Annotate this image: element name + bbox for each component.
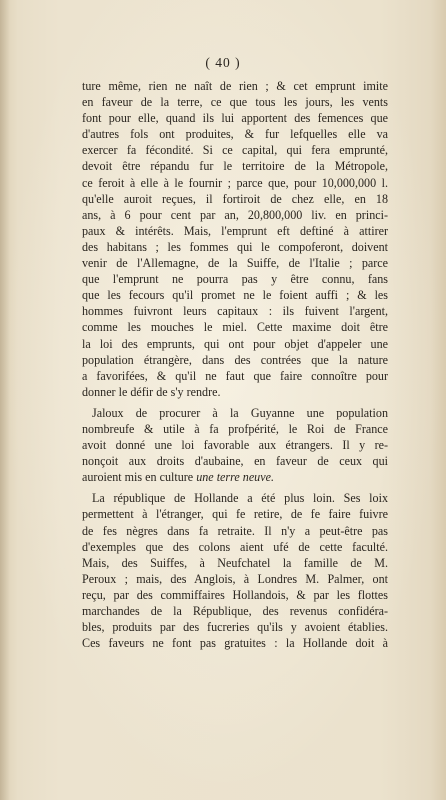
text-line: la loi des emprunts, qui ont pour objet d'appeler une bbox=[82, 336, 388, 351]
text-line: des habitans ; les fommes qui le compoferont, doivent bbox=[82, 239, 388, 254]
text-line: ture même, rien ne naît de rien ; & cet emprunt imite bbox=[82, 79, 388, 93]
text-line: avoit donné une loi favorable aux étrangers. Il y re- bbox=[82, 438, 388, 453]
text-line: Ces faveurs ne font pas gratuites : la Hollande doit à bbox=[82, 636, 388, 651]
text-line: reçu, par des commiffaires Hollandois, & par les flottes bbox=[82, 587, 388, 602]
text-line: hommes fuivront leurs capitaux : ils fuivent l'argent, bbox=[82, 304, 388, 319]
text-line: d'exemples que des colons aient ufé de cette faculté. bbox=[82, 539, 388, 554]
paragraph-1 bbox=[82, 78, 388, 400]
text-line: La république de Hollande a été plus loin. Ses loix bbox=[92, 491, 388, 506]
text-line: nonçoit aux droits d'aubaine, en faveur de ceux qui bbox=[82, 454, 388, 469]
page-number: ( 40 ) bbox=[205, 55, 241, 70]
text-line: permettent à l'étranger, qui fe retire, de fe faire fuivre bbox=[82, 507, 388, 522]
text-line: Jaloux de procurer à la Guyanne une population bbox=[92, 405, 388, 420]
text-line: Mais, des Suiffes, à Neufchatel la famille de M. bbox=[82, 555, 388, 570]
paragraph-2 bbox=[82, 405, 388, 485]
text-line: comme les mouches le miel. Cette maxime doit être bbox=[82, 320, 388, 335]
text-span: auroient mis en culture bbox=[82, 470, 194, 485]
text-line: devoit être répandu fur le territoire de la Métropole, bbox=[82, 159, 388, 174]
text-line: ans, à 6 pour cent par an, 20,800,000 liv. en princi- bbox=[82, 207, 388, 222]
text-line: Peroux ; mais, des Anglois, à Londres M. Palmer, ont bbox=[82, 571, 388, 586]
text-line: paux & intérêts. Mais, l'emprunt eft deftiné à attirer bbox=[82, 223, 388, 238]
text-line: font pour elle, quand ils lui apportent des femences que bbox=[82, 111, 388, 126]
paragraph-3 bbox=[82, 490, 388, 651]
italic-text: une terre neuve. bbox=[196, 470, 274, 485]
text-line: qu'elle auroit reçues, il fortiroit de chez elle, en 18 bbox=[82, 191, 388, 206]
page-gutter-shadow bbox=[0, 0, 10, 800]
text-line: d'autres fols ont produites, & fur lefquelles elle va bbox=[82, 127, 388, 142]
text-line: exercer fa fécondité. Si ce capital, qui fera emprunté, bbox=[82, 143, 388, 158]
body-text bbox=[82, 78, 388, 651]
text-line bbox=[82, 469, 388, 485]
text-line: nombreufe & utile à fa profpérité, le Roi de France bbox=[82, 421, 388, 436]
text-line: de fes nègres dans fa retraite. Il n'y a peut-être pas bbox=[82, 523, 388, 538]
text-line: marchandes de la République, des revenus confidéra- bbox=[82, 604, 388, 618]
text-line: a favorifées, & qu'il ne faut que faire connoître pour bbox=[82, 368, 388, 383]
text-line: que les fecours qu'il promet ne le foient auffi ; & les bbox=[82, 288, 388, 303]
text-line: bles, produits par des fucreries qu'ils y avoient établies. bbox=[82, 620, 388, 635]
text-line: ce feroit à elle à le fournir ; parce que, pour 10,000,000 l. bbox=[82, 175, 388, 190]
text-line: population étrangère, dans des contrées que la nature bbox=[82, 352, 388, 367]
text-line: venir de l'Allemagne, de la Suiffe, de l'Italie ; parce bbox=[82, 256, 388, 271]
text-line: donner le défir de s'y rendre. bbox=[82, 384, 221, 399]
text-line: en faveur de la terre, ce que tous les jours, les vents bbox=[82, 95, 388, 110]
text-line: que l'emprunt ne pourra pas y être connu, fans bbox=[82, 272, 388, 287]
